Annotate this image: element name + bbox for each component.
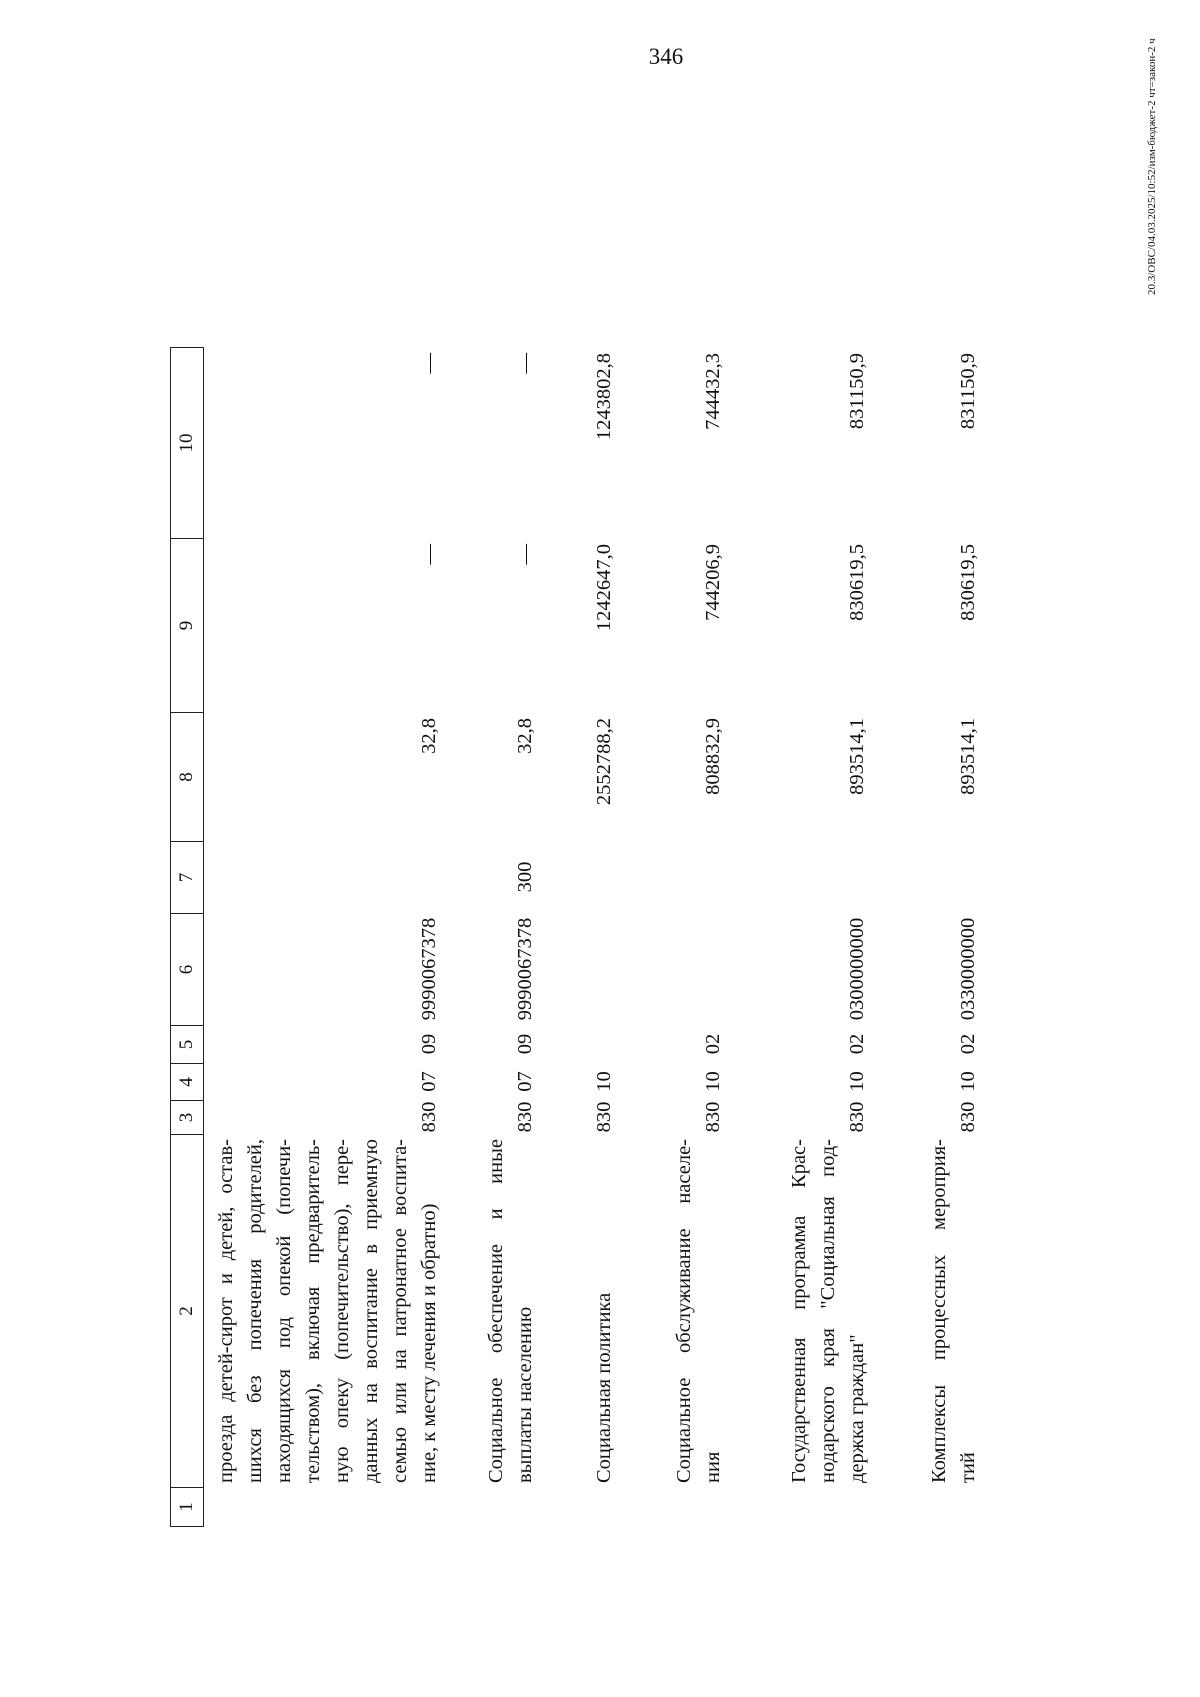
description-line: Социальная политика: [593, 1292, 615, 1483]
column-header-1: 1: [170, 1487, 204, 1527]
description-line: Социальное обслуживание населе-: [673, 1139, 695, 1483]
row-5-col6: 0300000000: [846, 917, 868, 1021]
description-line: нодарского края "Социальная под-: [817, 1139, 839, 1483]
description-line: Государственная программа Крас-: [788, 1139, 810, 1483]
description-line: семью или на патронатное воспита-: [389, 1139, 411, 1483]
row-2-col6: 9990067378: [514, 917, 536, 1021]
row-2-col9: —: [514, 544, 536, 565]
description-line: данных на воспитание в приемную: [360, 1139, 382, 1483]
row-5-col5: 02: [846, 1033, 868, 1055]
description-line: находящихся под опекой (попечи-: [273, 1139, 295, 1483]
row-1-col9: —: [418, 544, 440, 565]
row-6-col9: 830619,5: [957, 544, 979, 621]
column-header-8: 8: [170, 712, 204, 841]
row-5-col4: 10: [846, 1071, 868, 1092]
row-6-col8: 893514,1: [957, 718, 979, 795]
budget-table: [170, 109, 1042, 1527]
column-header-6: 6: [170, 913, 204, 1025]
row-6-col10: 831150,9: [957, 353, 979, 430]
description-line: держка граждан": [846, 1334, 868, 1483]
row-2-col10: —: [514, 353, 536, 374]
row-4-col8: 808832,9: [702, 718, 724, 795]
description-line: проезда детей-сирот и детей, остав-: [215, 1139, 237, 1483]
row-1-col3: 830: [418, 1101, 440, 1133]
description-line: шихся без попечения родителей,: [244, 1139, 266, 1483]
row-6-col3: 830: [957, 1101, 979, 1133]
row-2-col5: 09: [514, 1033, 536, 1055]
page-number: 346: [648, 44, 684, 69]
description-line: Комплексы процессных мероприя-: [928, 1139, 950, 1483]
column-header-9: 9: [170, 538, 204, 712]
row-4-col9: 744206,9: [702, 544, 724, 621]
row-1-col6: 9990067378: [418, 917, 440, 1021]
row-6-col4: 10: [957, 1071, 979, 1092]
description-line: тий: [957, 1452, 979, 1483]
description-line: выплаты населению: [514, 1306, 536, 1483]
column-header-7: 7: [170, 841, 204, 913]
row-2-col4: 07: [514, 1071, 536, 1092]
column-header-2: 2: [170, 1134, 204, 1487]
row-1-col5: 09: [418, 1033, 440, 1055]
description-line: ние, к месту лечения и обратно): [418, 1203, 440, 1483]
row-3-col10: 1243802,8: [593, 353, 615, 441]
row-3-description: [590, 1139, 619, 1483]
row-6-description: [925, 1139, 983, 1483]
description-line: ния: [702, 1451, 724, 1483]
row-4-col3: 830: [702, 1101, 724, 1133]
row-1-col8: 32,8: [418, 718, 440, 754]
row-3-col3: 830: [593, 1101, 615, 1133]
row-4-col10: 744432,3: [702, 353, 724, 430]
column-header-3: 3: [170, 1100, 204, 1134]
row-2-col3: 830: [514, 1101, 536, 1133]
column-header-5: 5: [170, 1025, 204, 1063]
row-3-col4: 10: [593, 1071, 615, 1092]
row-3-col8: 2552788,2: [593, 718, 615, 806]
row-6-col5: 02: [957, 1033, 979, 1055]
row-5-col9: 830619,5: [846, 544, 868, 621]
side-stamp-text: 20.3/ОВС/04.03.2025/10:52/изм-бюджет-2 чт=закон-2 ч: [1146, 38, 1158, 295]
row-5-description: [785, 1139, 872, 1483]
description-line: тельством), включая предваритель-: [302, 1139, 324, 1483]
row-5-col10: 831150,9: [846, 353, 868, 430]
row-4-col5: 02: [702, 1033, 724, 1055]
row-3-col9: 1242647,0: [593, 544, 615, 632]
row-2-description: [482, 1139, 540, 1483]
row-2-col7: 300: [514, 861, 536, 893]
column-header-4: 4: [170, 1063, 204, 1100]
row-1-col4: 07: [418, 1071, 440, 1092]
row-5-col8: 893514,1: [846, 718, 868, 795]
row-2-col8: 32,8: [514, 718, 536, 754]
description-line: Социальное обеспечение и иные: [485, 1139, 507, 1483]
row-4-description: [670, 1139, 728, 1483]
column-header-10: 10: [170, 347, 204, 538]
row-5-col3: 830: [846, 1101, 868, 1133]
row-1-description: [212, 1139, 444, 1483]
row-6-col6: 0330000000: [957, 917, 979, 1021]
description-line: ную опеку (попечительство), пере-: [331, 1139, 353, 1483]
row-1-col10: —: [418, 353, 440, 374]
row-4-col4: 10: [702, 1071, 724, 1092]
